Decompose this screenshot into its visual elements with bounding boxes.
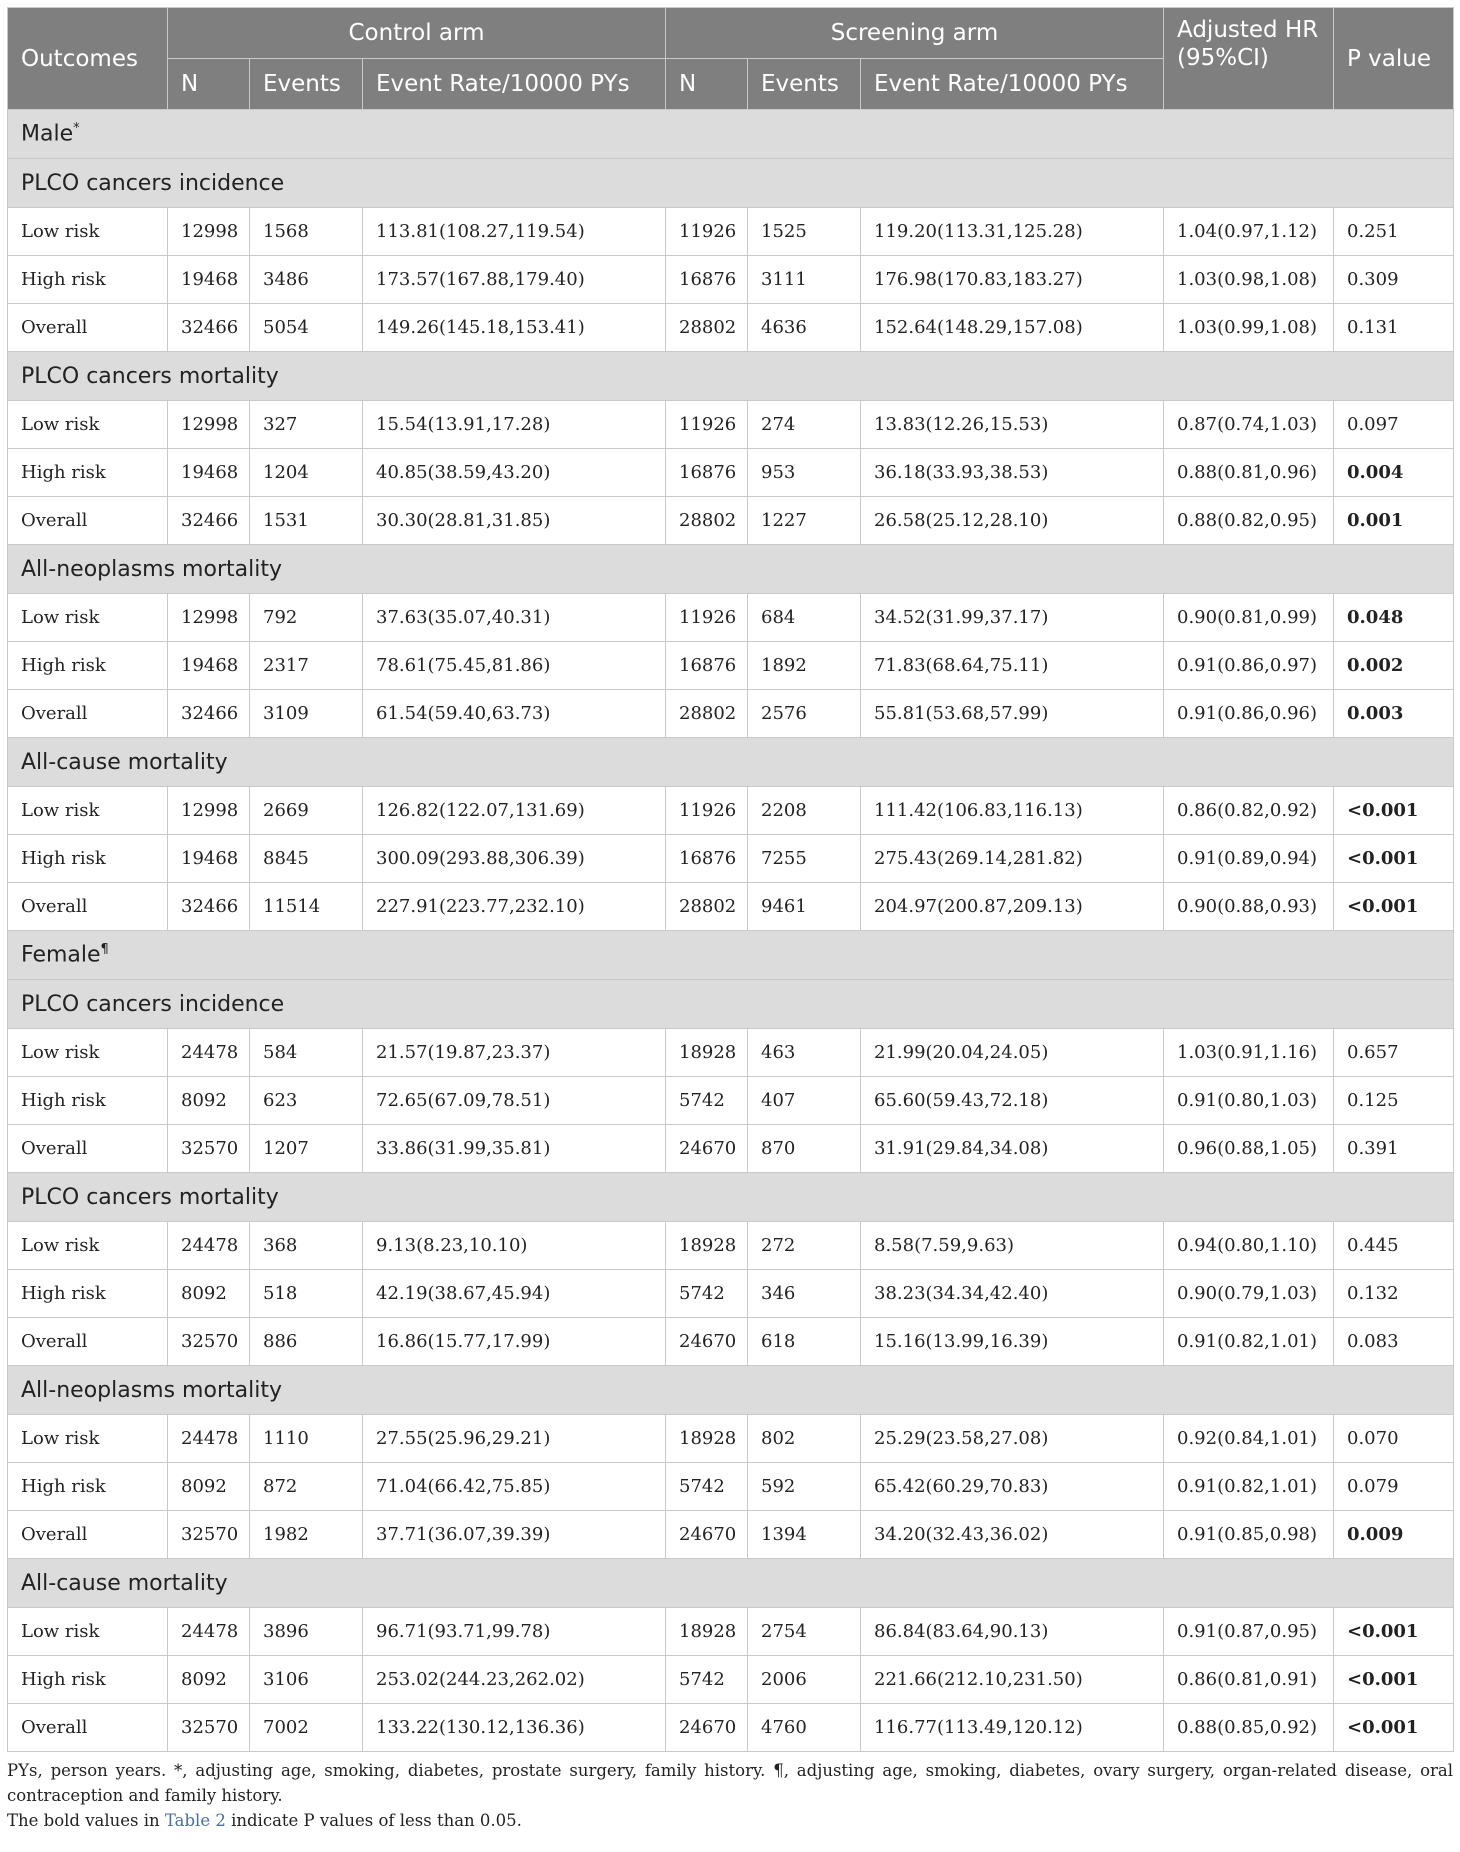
cell-control-event-rate: 9.13(8.23,10.10) (363, 1222, 666, 1270)
cell-screening-n: 16876 (666, 642, 748, 690)
cell-control-event-rate: 227.91(223.77,232.10) (363, 883, 666, 931)
cell-control-event-rate: 78.61(75.45,81.86) (363, 642, 666, 690)
cell-screening-n: 28802 (666, 883, 748, 931)
table-row (8, 690, 1454, 738)
cell-screening-events: 272 (748, 1222, 861, 1270)
cell-control-events: 1531 (250, 497, 363, 545)
cell-screening-n: 11926 (666, 401, 748, 449)
cell-screening-events: 2208 (748, 787, 861, 835)
cell-screening-events: 274 (748, 401, 861, 449)
cell-p-value: 0.445 (1334, 1222, 1454, 1270)
table-row (8, 1318, 1454, 1366)
footnote-bold-values (7, 1808, 1453, 1833)
cell-control-n: 8092 (168, 1656, 250, 1704)
row-label: Low risk (8, 594, 168, 642)
cell-control-n: 12998 (168, 401, 250, 449)
row-label: High risk (8, 835, 168, 883)
row-label: Overall (8, 883, 168, 931)
cell-adjusted-hr: 0.91(0.86,0.97) (1164, 642, 1334, 690)
cell-screening-n: 16876 (666, 256, 748, 304)
header-adjusted-hr: Adjusted HR (95%CI) (1164, 8, 1334, 110)
row-label: High risk (8, 449, 168, 497)
cell-screening-n: 28802 (666, 304, 748, 352)
cell-screening-n: 24670 (666, 1318, 748, 1366)
header-screening-events: Events (748, 59, 861, 110)
cell-screening-event-rate: 204.97(200.87,209.13) (861, 883, 1164, 931)
cell-screening-n: 16876 (666, 835, 748, 883)
cell-p-value: <0.001 (1334, 787, 1454, 835)
cell-screening-event-rate: 26.58(25.12,28.10) (861, 497, 1164, 545)
section-title: All-neoplasms mortality (8, 1366, 1454, 1415)
table-row (8, 497, 1454, 545)
footnote-abbreviations: PYs, person years. *, adjusting age, smoking, diabetes, prostate surgery, family history. ¶, adjusting age, smoking, diabetes, ovary surgery, organ-related disease, oral contraception and family history. (7, 1761, 1453, 1805)
table-row (8, 1656, 1454, 1704)
cell-control-event-rate: 40.85(38.59,43.20) (363, 449, 666, 497)
row-label: Low risk (8, 401, 168, 449)
table-row (8, 787, 1454, 835)
row-label: High risk (8, 256, 168, 304)
cell-adjusted-hr: 1.03(0.99,1.08) (1164, 304, 1334, 352)
cell-screening-event-rate: 34.20(32.43,36.02) (861, 1511, 1164, 1559)
cell-p-value: <0.001 (1334, 1704, 1454, 1752)
cell-control-event-rate: 37.71(36.07,39.39) (363, 1511, 666, 1559)
cell-control-events: 886 (250, 1318, 363, 1366)
cell-p-value: 0.132 (1334, 1270, 1454, 1318)
cell-p-value: 0.251 (1334, 208, 1454, 256)
header-screening-event-rate: Event Rate/10000 PYs (861, 59, 1164, 110)
table-row (8, 1222, 1454, 1270)
section-title: All-neoplasms mortality (8, 545, 1454, 594)
cell-control-event-rate: 15.54(13.91,17.28) (363, 401, 666, 449)
cell-p-value: <0.001 (1334, 835, 1454, 883)
cell-screening-n: 24670 (666, 1125, 748, 1173)
cell-control-event-rate: 133.22(130.12,136.36) (363, 1704, 666, 1752)
table-row (8, 208, 1454, 256)
group-row (8, 931, 1454, 980)
cell-control-events: 3109 (250, 690, 363, 738)
row-label: High risk (8, 1463, 168, 1511)
cell-screening-event-rate: 221.66(212.10,231.50) (861, 1656, 1164, 1704)
cell-control-n: 32466 (168, 690, 250, 738)
cell-screening-n: 5742 (666, 1270, 748, 1318)
cell-screening-n: 18928 (666, 1415, 748, 1463)
cell-control-n: 8092 (168, 1270, 250, 1318)
cell-adjusted-hr: 0.88(0.81,0.96) (1164, 449, 1334, 497)
cell-p-value: 0.070 (1334, 1415, 1454, 1463)
cell-control-events: 518 (250, 1270, 363, 1318)
cell-screening-n: 24670 (666, 1704, 748, 1752)
cell-screening-events: 870 (748, 1125, 861, 1173)
cell-p-value: 0.657 (1334, 1029, 1454, 1077)
table-body (8, 110, 1454, 1752)
cell-control-event-rate: 173.57(167.88,179.40) (363, 256, 666, 304)
cell-screening-event-rate: 8.58(7.59,9.63) (861, 1222, 1164, 1270)
cell-screening-n: 5742 (666, 1656, 748, 1704)
cell-p-value: 0.001 (1334, 497, 1454, 545)
table-row (8, 1704, 1454, 1752)
cell-control-event-rate: 42.19(38.67,45.94) (363, 1270, 666, 1318)
table-row (8, 1029, 1454, 1077)
row-label: Overall (8, 1704, 168, 1752)
cell-adjusted-hr: 0.96(0.88,1.05) (1164, 1125, 1334, 1173)
section-title: All-cause mortality (8, 1559, 1454, 1608)
cell-screening-events: 684 (748, 594, 861, 642)
row-label: Low risk (8, 1415, 168, 1463)
cell-screening-event-rate: 25.29(23.58,27.08) (861, 1415, 1164, 1463)
cell-screening-events: 1394 (748, 1511, 861, 1559)
cell-screening-event-rate: 71.83(68.64,75.11) (861, 642, 1164, 690)
header-control-event-rate: Event Rate/10000 PYs (363, 59, 666, 110)
cell-control-n: 8092 (168, 1077, 250, 1125)
cell-control-events: 623 (250, 1077, 363, 1125)
cell-screening-events: 9461 (748, 883, 861, 931)
cell-screening-events: 953 (748, 449, 861, 497)
cell-p-value: 0.002 (1334, 642, 1454, 690)
cell-screening-event-rate: 36.18(33.93,38.53) (861, 449, 1164, 497)
group-label-cell (8, 110, 1454, 159)
header-control-arm: Control arm (168, 8, 666, 59)
cell-control-n: 12998 (168, 208, 250, 256)
group-mark: * (73, 121, 80, 137)
cell-adjusted-hr: 0.88(0.82,0.95) (1164, 497, 1334, 545)
cell-screening-event-rate: 55.81(53.68,57.99) (861, 690, 1164, 738)
header-screening-n: N (666, 59, 748, 110)
cell-control-n: 19468 (168, 256, 250, 304)
cell-screening-event-rate: 15.16(13.99,16.39) (861, 1318, 1164, 1366)
cell-adjusted-hr: 0.86(0.81,0.91) (1164, 1656, 1334, 1704)
cell-control-n: 32466 (168, 304, 250, 352)
cell-p-value: <0.001 (1334, 1608, 1454, 1656)
cell-control-events: 3106 (250, 1656, 363, 1704)
table-row (8, 1415, 1454, 1463)
cell-p-value: 0.391 (1334, 1125, 1454, 1173)
cell-screening-n: 24670 (666, 1511, 748, 1559)
cell-screening-events: 592 (748, 1463, 861, 1511)
row-label: Overall (8, 304, 168, 352)
cell-screening-n: 18928 (666, 1222, 748, 1270)
cell-p-value: 0.048 (1334, 594, 1454, 642)
cell-control-n: 19468 (168, 449, 250, 497)
table-row (8, 642, 1454, 690)
cell-screening-n: 5742 (666, 1463, 748, 1511)
group-label: Female (21, 942, 101, 968)
group-row (8, 110, 1454, 159)
cell-screening-event-rate: 34.52(31.99,37.17) (861, 594, 1164, 642)
cell-control-n: 12998 (168, 594, 250, 642)
section-row (8, 159, 1454, 208)
cell-screening-events: 2006 (748, 1656, 861, 1704)
section-row (8, 738, 1454, 787)
header-p-value: P value (1334, 8, 1454, 110)
cell-screening-event-rate: 13.83(12.26,15.53) (861, 401, 1164, 449)
row-label: High risk (8, 642, 168, 690)
cell-screening-event-rate: 65.42(60.29,70.83) (861, 1463, 1164, 1511)
cell-adjusted-hr: 0.90(0.88,0.93) (1164, 883, 1334, 931)
cell-adjusted-hr: 0.90(0.81,0.99) (1164, 594, 1334, 642)
cell-control-events: 1982 (250, 1511, 363, 1559)
row-label: Overall (8, 1125, 168, 1173)
cell-control-events: 5054 (250, 304, 363, 352)
cell-screening-events: 618 (748, 1318, 861, 1366)
table-row (8, 1511, 1454, 1559)
table-row (8, 883, 1454, 931)
cell-adjusted-hr: 1.03(0.91,1.16) (1164, 1029, 1334, 1077)
section-title: PLCO cancers mortality (8, 352, 1454, 401)
cell-screening-n: 11926 (666, 594, 748, 642)
cell-adjusted-hr: 0.91(0.85,0.98) (1164, 1511, 1334, 1559)
cell-p-value: 0.131 (1334, 304, 1454, 352)
cell-control-n: 24478 (168, 1415, 250, 1463)
cell-control-event-rate: 72.65(67.09,78.51) (363, 1077, 666, 1125)
section-row (8, 1366, 1454, 1415)
row-label: Low risk (8, 1029, 168, 1077)
cell-control-event-rate: 149.26(145.18,153.41) (363, 304, 666, 352)
header-control-n: N (168, 59, 250, 110)
cell-screening-n: 11926 (666, 208, 748, 256)
cell-screening-n: 11926 (666, 787, 748, 835)
cell-control-event-rate: 30.30(28.81,31.85) (363, 497, 666, 545)
cell-screening-events: 4760 (748, 1704, 861, 1752)
section-row (8, 1559, 1454, 1608)
cell-control-event-rate: 96.71(93.71,99.78) (363, 1608, 666, 1656)
cell-control-events: 1207 (250, 1125, 363, 1173)
cell-control-event-rate: 126.82(122.07,131.69) (363, 787, 666, 835)
cell-p-value: 0.309 (1334, 256, 1454, 304)
table-row (8, 1463, 1454, 1511)
cell-control-n: 19468 (168, 642, 250, 690)
section-title: All-cause mortality (8, 738, 1454, 787)
cell-control-events: 3896 (250, 1608, 363, 1656)
cell-control-n: 32570 (168, 1125, 250, 1173)
row-label: Overall (8, 1318, 168, 1366)
cell-screening-events: 4636 (748, 304, 861, 352)
cell-control-events: 7002 (250, 1704, 363, 1752)
cell-p-value: 0.004 (1334, 449, 1454, 497)
table-row (8, 449, 1454, 497)
cell-control-n: 12998 (168, 787, 250, 835)
cell-screening-events: 7255 (748, 835, 861, 883)
cell-adjusted-hr: 1.03(0.98,1.08) (1164, 256, 1334, 304)
cell-control-events: 8845 (250, 835, 363, 883)
table-row (8, 304, 1454, 352)
cell-control-event-rate: 27.55(25.96,29.21) (363, 1415, 666, 1463)
footnote-bold-prefix: The bold values in (7, 1811, 160, 1830)
cell-control-events: 584 (250, 1029, 363, 1077)
cell-adjusted-hr: 0.90(0.79,1.03) (1164, 1270, 1334, 1318)
section-row (8, 545, 1454, 594)
cell-p-value: <0.001 (1334, 883, 1454, 931)
results-table (7, 7, 1454, 1752)
cell-control-n: 32570 (168, 1704, 250, 1752)
cell-control-event-rate: 300.09(293.88,306.39) (363, 835, 666, 883)
table-row (8, 1608, 1454, 1656)
cell-control-events: 11514 (250, 883, 363, 931)
group-label: Male (21, 121, 74, 147)
cell-screening-event-rate: 65.60(59.43,72.18) (861, 1077, 1164, 1125)
cell-adjusted-hr: 0.91(0.82,1.01) (1164, 1318, 1334, 1366)
cell-screening-n: 28802 (666, 690, 748, 738)
header-screening-arm: Screening arm (666, 8, 1164, 59)
cell-p-value: 0.125 (1334, 1077, 1454, 1125)
cell-adjusted-hr: 0.91(0.80,1.03) (1164, 1077, 1334, 1125)
cell-screening-event-rate: 176.98(170.83,183.27) (861, 256, 1164, 304)
footnote-bold-suffix: indicate P values of less than 0.05. (231, 1811, 522, 1830)
row-label: High risk (8, 1656, 168, 1704)
row-label: High risk (8, 1077, 168, 1125)
row-label: High risk (8, 1270, 168, 1318)
cell-screening-event-rate: 21.99(20.04,24.05) (861, 1029, 1164, 1077)
row-label: Overall (8, 690, 168, 738)
cell-screening-n: 16876 (666, 449, 748, 497)
cell-control-n: 32466 (168, 883, 250, 931)
cell-screening-n: 5742 (666, 1077, 748, 1125)
cell-control-events: 1204 (250, 449, 363, 497)
cell-control-events: 792 (250, 594, 363, 642)
cell-screening-events: 1892 (748, 642, 861, 690)
cell-control-events: 327 (250, 401, 363, 449)
row-label: Low risk (8, 1222, 168, 1270)
cell-screening-event-rate: 116.77(113.49,120.12) (861, 1704, 1164, 1752)
table-row (8, 1077, 1454, 1125)
group-mark: ¶ (100, 942, 109, 958)
cell-p-value: 0.003 (1334, 690, 1454, 738)
cell-adjusted-hr: 0.91(0.86,0.96) (1164, 690, 1334, 738)
row-label: Low risk (8, 1608, 168, 1656)
cell-screening-events: 1227 (748, 497, 861, 545)
cell-control-events: 2317 (250, 642, 363, 690)
cell-adjusted-hr: 0.94(0.80,1.10) (1164, 1222, 1334, 1270)
table-row (8, 1270, 1454, 1318)
cell-p-value: 0.097 (1334, 401, 1454, 449)
cell-control-events: 1110 (250, 1415, 363, 1463)
cell-control-events: 3486 (250, 256, 363, 304)
cell-screening-events: 1525 (748, 208, 861, 256)
cell-screening-n: 18928 (666, 1608, 748, 1656)
cell-screening-event-rate: 152.64(148.29,157.08) (861, 304, 1164, 352)
cell-adjusted-hr: 0.92(0.84,1.01) (1164, 1415, 1334, 1463)
cell-control-events: 1568 (250, 208, 363, 256)
cell-screening-events: 2576 (748, 690, 861, 738)
cell-p-value: <0.001 (1334, 1656, 1454, 1704)
row-label: Low risk (8, 208, 168, 256)
cell-screening-event-rate: 38.23(34.34,42.40) (861, 1270, 1164, 1318)
cell-adjusted-hr: 0.91(0.89,0.94) (1164, 835, 1334, 883)
section-row (8, 352, 1454, 401)
header-control-events: Events (250, 59, 363, 110)
cell-control-event-rate: 61.54(59.40,63.73) (363, 690, 666, 738)
cell-screening-n: 18928 (666, 1029, 748, 1077)
cell-control-event-rate: 113.81(108.27,119.54) (363, 208, 666, 256)
section-title: PLCO cancers incidence (8, 980, 1454, 1029)
table-row (8, 401, 1454, 449)
section-row (8, 1173, 1454, 1222)
cell-control-n: 24478 (168, 1222, 250, 1270)
group-label-cell (8, 931, 1454, 980)
table-row (8, 1125, 1454, 1173)
table-row (8, 256, 1454, 304)
cell-screening-event-rate: 275.43(269.14,281.82) (861, 835, 1164, 883)
cell-adjusted-hr: 0.91(0.82,1.01) (1164, 1463, 1334, 1511)
cell-adjusted-hr: 0.86(0.82,0.92) (1164, 787, 1334, 835)
cell-control-event-rate: 71.04(66.42,75.85) (363, 1463, 666, 1511)
cell-control-n: 32570 (168, 1511, 250, 1559)
cell-screening-events: 346 (748, 1270, 861, 1318)
cell-p-value: 0.079 (1334, 1463, 1454, 1511)
cell-control-n: 24478 (168, 1029, 250, 1077)
section-row (8, 980, 1454, 1029)
cell-p-value: 0.009 (1334, 1511, 1454, 1559)
header-outcomes: Outcomes (8, 8, 168, 110)
table-row (8, 835, 1454, 883)
cell-control-event-rate: 37.63(35.07,40.31) (363, 594, 666, 642)
cell-p-value: 0.083 (1334, 1318, 1454, 1366)
table-row (8, 594, 1454, 642)
cell-screening-event-rate: 86.84(83.64,90.13) (861, 1608, 1164, 1656)
footnotes (7, 1758, 1453, 1833)
section-title: PLCO cancers mortality (8, 1173, 1454, 1222)
cell-control-event-rate: 253.02(244.23,262.02) (363, 1656, 666, 1704)
cell-adjusted-hr: 0.91(0.87,0.95) (1164, 1608, 1334, 1656)
section-title: PLCO cancers incidence (8, 159, 1454, 208)
cell-control-events: 2669 (250, 787, 363, 835)
cell-screening-events: 2754 (748, 1608, 861, 1656)
cell-control-events: 872 (250, 1463, 363, 1511)
cell-adjusted-hr: 0.88(0.85,0.92) (1164, 1704, 1334, 1752)
cell-adjusted-hr: 0.87(0.74,1.03) (1164, 401, 1334, 449)
cell-control-n: 32466 (168, 497, 250, 545)
cell-control-event-rate: 16.86(15.77,17.99) (363, 1318, 666, 1366)
table-container (7, 7, 1453, 1833)
table-header (8, 8, 1454, 110)
cell-control-n: 8092 (168, 1463, 250, 1511)
cell-control-event-rate: 21.57(19.87,23.37) (363, 1029, 666, 1077)
cell-control-n: 24478 (168, 1608, 250, 1656)
cell-control-n: 32570 (168, 1318, 250, 1366)
row-label: Overall (8, 497, 168, 545)
cell-screening-events: 407 (748, 1077, 861, 1125)
cell-screening-events: 3111 (748, 256, 861, 304)
cell-control-events: 368 (250, 1222, 363, 1270)
row-label: Overall (8, 1511, 168, 1559)
cell-screening-n: 28802 (666, 497, 748, 545)
cell-screening-events: 802 (748, 1415, 861, 1463)
row-label: Low risk (8, 787, 168, 835)
cell-control-n: 19468 (168, 835, 250, 883)
table-2-link[interactable]: Table 2 (164, 1811, 226, 1830)
cell-screening-event-rate: 119.20(113.31,125.28) (861, 208, 1164, 256)
cell-control-event-rate: 33.86(31.99,35.81) (363, 1125, 666, 1173)
cell-adjusted-hr: 1.04(0.97,1.12) (1164, 208, 1334, 256)
cell-screening-event-rate: 111.42(106.83,116.13) (861, 787, 1164, 835)
cell-screening-event-rate: 31.91(29.84,34.08) (861, 1125, 1164, 1173)
cell-screening-events: 463 (748, 1029, 861, 1077)
